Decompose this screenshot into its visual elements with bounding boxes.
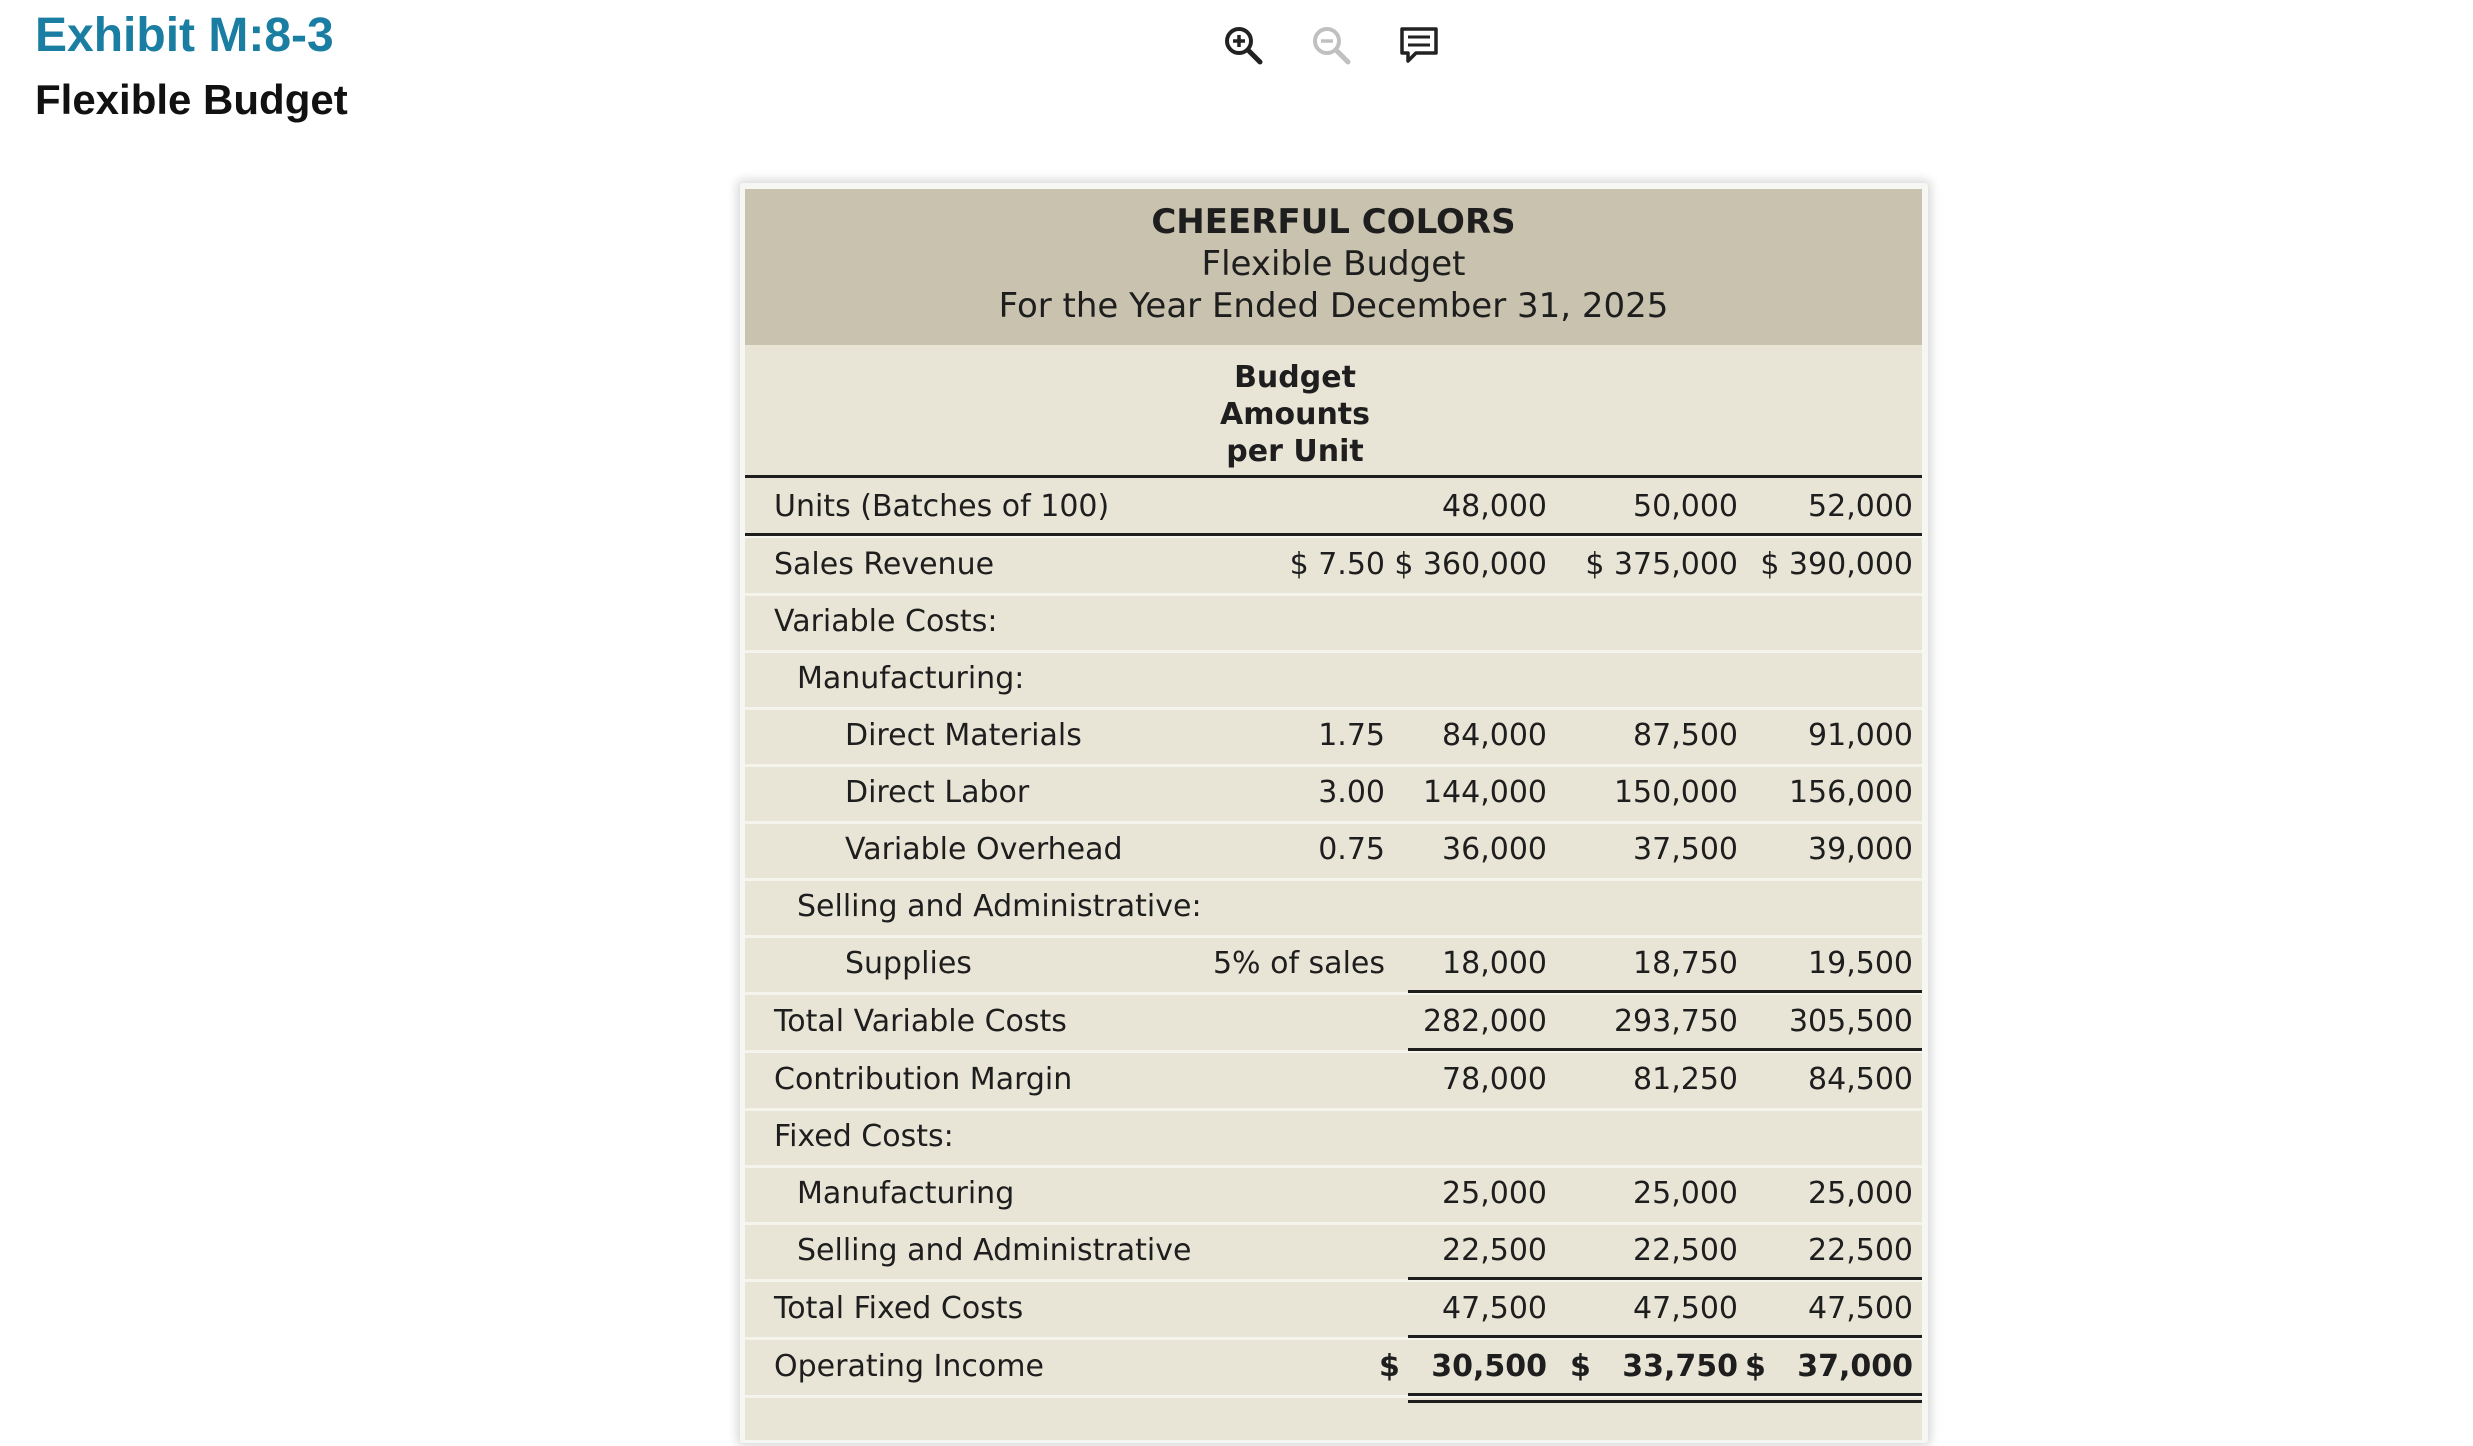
cell-52000: 91,000 [1808, 718, 1913, 753]
cell-50000: 50,000 [1633, 489, 1738, 524]
cell-50000: 293,750 [1613, 1004, 1738, 1039]
comment-button[interactable] [1396, 22, 1442, 68]
table-row [745, 1280, 1922, 1340]
page-header [35, 6, 348, 130]
exhibit-label: Exhibit M:8-3 [35, 9, 334, 62]
cell-50000: 150,000 [1613, 775, 1738, 810]
cell-50000: 37,500 [1633, 832, 1738, 867]
cell-50000: $ 33,750 [1570, 1349, 1738, 1384]
cell-52000: 305,500 [1788, 1004, 1913, 1039]
cell-48000: 25,000 [1442, 1176, 1547, 1211]
row-label: Total Fixed Costs [774, 1291, 1024, 1326]
cell-48000: 84,000 [1442, 718, 1547, 753]
cell-52000: 47,500 [1808, 1291, 1913, 1326]
table-row [745, 878, 1922, 938]
cell-50000: $ 375,000 [1585, 547, 1738, 582]
row-label: Manufacturing [797, 1176, 1015, 1211]
cell-48000: $ 30,500 [1379, 1349, 1547, 1384]
row-label: Units (Batches of 100) [774, 489, 1110, 524]
cell-52000: 52,000 [1808, 489, 1913, 524]
cell-48000: 22,500 [1442, 1233, 1547, 1268]
cell-48000: 78,000 [1442, 1062, 1547, 1097]
cell-50000: 47,500 [1633, 1291, 1738, 1326]
column-header-line: per Unit [1226, 434, 1364, 469]
row-label: Fixed Costs: [774, 1119, 954, 1154]
zoom-out-button[interactable] [1308, 22, 1354, 68]
statement-header [745, 189, 1922, 345]
cell-52000: 22,500 [1808, 1233, 1913, 1268]
row-label: Variable Overhead [845, 832, 1123, 867]
table-row [745, 935, 1922, 995]
cell-48000: 18,000 [1442, 946, 1547, 981]
table-row [745, 1338, 1922, 1398]
cell-50000: 22,500 [1633, 1233, 1738, 1268]
table-row [745, 764, 1922, 824]
zoom-in-icon [1220, 22, 1266, 68]
cell-52000: 156,000 [1788, 775, 1913, 810]
cell-48000: 282,000 [1422, 1004, 1547, 1039]
table-row [745, 1108, 1922, 1168]
table-row [745, 1165, 1922, 1225]
page-title: Flexible Budget [35, 76, 348, 123]
column-header-line: Budget [1234, 360, 1356, 395]
comment-icon [1396, 22, 1442, 68]
row-label: Contribution Margin [774, 1062, 1073, 1097]
statement-subtitle: Flexible Budget [1201, 244, 1466, 284]
cell-52000: 39,000 [1808, 832, 1913, 867]
column-header-per-unit [1185, 359, 1405, 470]
cell-52000: 84,500 [1808, 1062, 1913, 1097]
cell-52000: 25,000 [1808, 1176, 1913, 1211]
row-label: Total Variable Costs [774, 1004, 1067, 1039]
cell-per-unit: 0.75 [1318, 832, 1385, 867]
zoom-out-icon [1308, 22, 1354, 68]
cell-50000: 18,750 [1633, 946, 1738, 981]
table-row [745, 993, 1922, 1053]
table-row [745, 478, 1922, 538]
cell-48000: $ 360,000 [1394, 547, 1547, 582]
cell-per-unit: 5% of sales [1212, 946, 1385, 981]
row-label: Variable Costs: [774, 604, 998, 639]
cell-52000: $ 37,000 [1745, 1349, 1913, 1384]
column-header-line: Amounts [1220, 397, 1370, 432]
row-label: Selling and Administrative: [797, 889, 1202, 924]
cell-per-unit: $ 7.50 [1289, 547, 1385, 582]
table-row [745, 593, 1922, 653]
double-rule-bottom [1408, 1400, 1922, 1403]
row-label: Supplies [845, 946, 972, 981]
cell-per-unit: 1.75 [1318, 718, 1385, 753]
row-label: Direct Labor [845, 775, 1030, 810]
cell-50000: 81,250 [1633, 1062, 1738, 1097]
table-row [745, 821, 1922, 881]
row-label: Selling and Administrative [797, 1233, 1192, 1268]
row-label: Manufacturing: [797, 661, 1025, 696]
zoom-in-button[interactable] [1220, 22, 1266, 68]
row-label: Direct Materials [845, 718, 1082, 753]
double-rule-top [1408, 1393, 1922, 1396]
cell-50000: 25,000 [1633, 1176, 1738, 1211]
cell-48000: 144,000 [1422, 775, 1547, 810]
row-label: Operating Income [774, 1349, 1044, 1384]
table-row [745, 536, 1922, 596]
cell-per-unit: 3.00 [1318, 775, 1385, 810]
cell-50000: 87,500 [1633, 718, 1738, 753]
cell-48000: 48,000 [1442, 489, 1547, 524]
company-name: CHEERFUL COLORS [1151, 202, 1516, 242]
table-row [745, 707, 1922, 767]
cell-48000: 47,500 [1442, 1291, 1547, 1326]
table-row [745, 1051, 1922, 1111]
cell-52000: 19,500 [1808, 946, 1913, 981]
table-row [745, 1222, 1922, 1282]
budget-statement [745, 189, 1922, 1440]
statement-period: For the Year Ended December 31, 2025 [998, 286, 1669, 326]
cell-48000: 36,000 [1442, 832, 1547, 867]
row-label: Sales Revenue [774, 547, 995, 582]
cell-52000: $ 390,000 [1760, 547, 1913, 582]
table-row [745, 650, 1922, 710]
